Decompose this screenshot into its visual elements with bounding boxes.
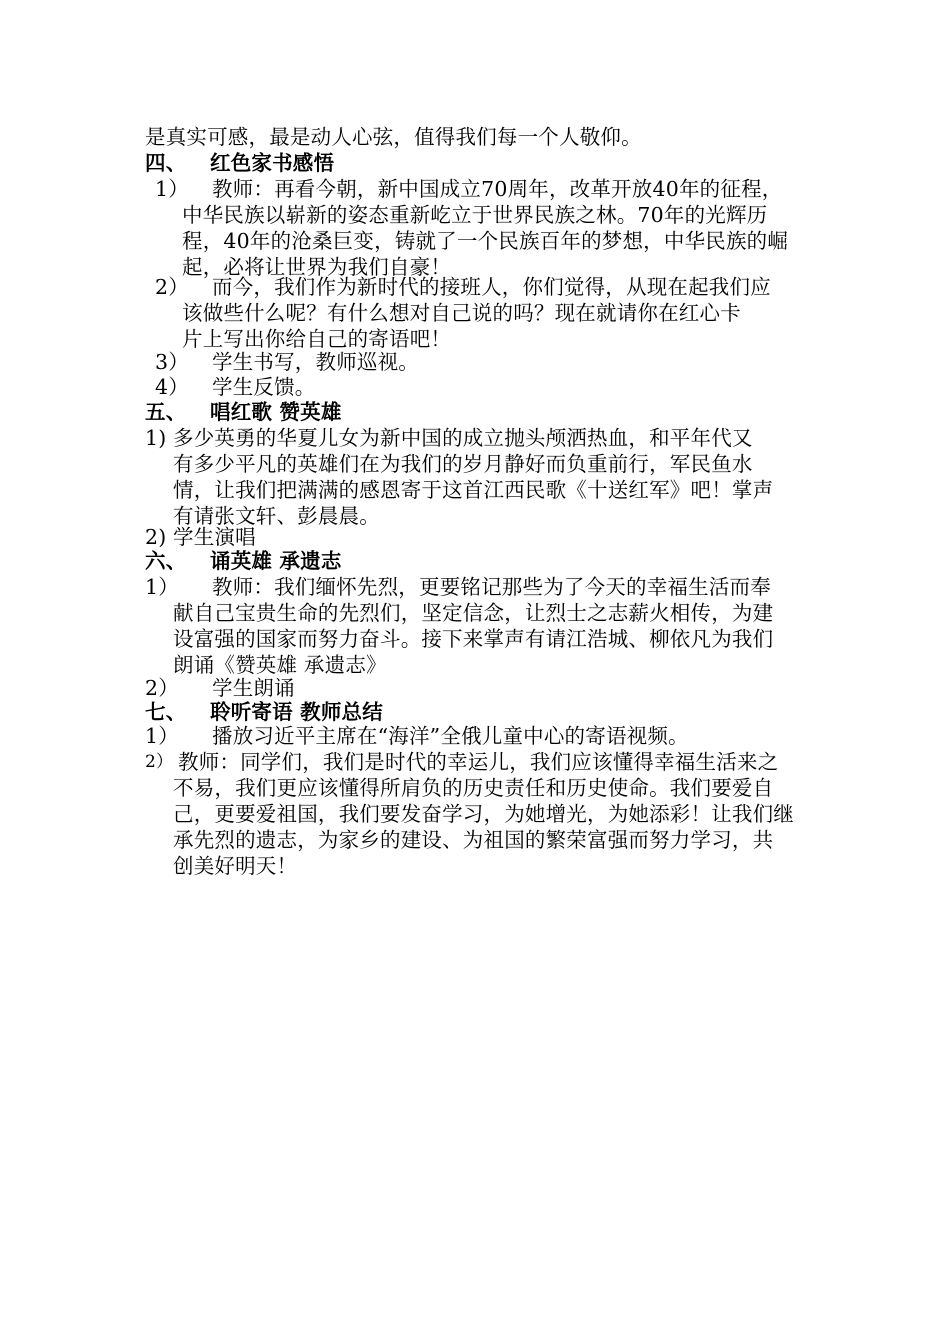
list-item-text: 不易，我们更应该懂得所肩负的历史责任和历史使命。我们要爱自	[173, 776, 774, 800]
list-marker: 2)	[145, 525, 167, 549]
list-item-text: 学生书写，教师巡视。	[212, 350, 419, 374]
section-7-number: 七、	[145, 700, 187, 724]
list-item-text: 该做些什么呢？有什么想对自己说的吗？现在就请你在红心卡	[182, 301, 741, 325]
list-marker: 4）	[155, 375, 189, 399]
list-item-text: 多少英勇的华夏儿女为新中国的成立抛头颅洒热血，和平年代又	[173, 426, 753, 450]
list-item-text: 教师：再看今朝，新中国成立70周年，改革开放40年的征程，	[212, 177, 783, 201]
list-item-text: 己，更要爱祖国，我们要发奋学习，为她增光，为她添彩！让我们继	[173, 802, 794, 826]
list-marker: 2）	[145, 676, 179, 700]
list-item-text: 有请张文轩、彭晨晨。	[173, 504, 380, 528]
list-item-text: 情，让我们把满满的感恩寄于这首江西民歌《十送红军》吧！掌声	[173, 478, 774, 502]
list-item-text: 献自己宝贵生命的先烈们，坚定信念，让烈士之志薪火相传，为建	[173, 601, 774, 625]
list-item-text: 有多少平凡的英雄们在为我们的岁月静好而负重前行，军民鱼水	[173, 452, 753, 476]
list-item-text: 学生朗诵	[212, 676, 295, 700]
intro-tail-line: 是真实可感，最是动人心弦，值得我们每一个人敬仰。	[145, 125, 642, 149]
list-item-text: 学生演唱	[173, 525, 256, 549]
list-marker: 1）	[155, 177, 189, 201]
list-item-text: 中华民族以崭新的姿态重新屹立于世界民族之林。70年的光辉历	[182, 203, 768, 227]
list-item-text: 朗诵《赞英雄 承遗志》	[173, 653, 387, 677]
list-marker: 1)	[145, 426, 167, 450]
section-4-number: 四、	[145, 151, 187, 175]
list-item-text: 学生反馈。	[212, 375, 316, 399]
list-marker: 1）	[145, 575, 179, 599]
section-5-number: 五、	[145, 400, 187, 424]
list-item-text: 而今，我们作为新时代的接班人，你们觉得，从现在起我们应	[212, 275, 771, 299]
list-item-text: 片上写出你给自己的寄语吧！	[182, 327, 452, 351]
section-6-number: 六、	[145, 549, 187, 573]
list-item-text: 教师：同学们，我们是时代的幸运儿，我们应该懂得幸福生活来之	[178, 750, 779, 774]
list-marker: 3）	[155, 350, 189, 374]
list-item-text: 教师：我们缅怀先烈，更要铭记那些为了今天的幸福生活而奉	[212, 575, 771, 599]
list-marker: 1）	[145, 724, 179, 748]
section-5-title: 唱红歌 赞英雄	[210, 400, 342, 424]
list-item-text: 起，必将让世界为我们自豪！	[182, 255, 452, 279]
list-item-text: 承先烈的遗志，为家乡的建设、为祖国的繁荣富强而努力学习，共	[173, 828, 774, 852]
list-marker: 2）	[145, 752, 174, 772]
list-item-text: 播放习近平主席在“海洋”全俄儿童中心的寄语视频。	[212, 724, 689, 748]
list-marker: 2）	[155, 275, 189, 299]
section-7-title: 聆听寄语 教师总结	[210, 700, 383, 724]
list-item-text: 设富强的国家而努力奋斗。接下来掌声有请江浩城、柳依凡为我们	[173, 627, 774, 651]
list-item-text: 程，40年的沧桑巨变，铸就了一个民族百年的梦想，中华民族的崛	[182, 229, 789, 253]
section-6-title: 诵英雄 承遗志	[210, 549, 342, 573]
section-4-title: 红色家书感悟	[210, 151, 335, 175]
list-item-text: 创美好明天！	[173, 854, 298, 878]
